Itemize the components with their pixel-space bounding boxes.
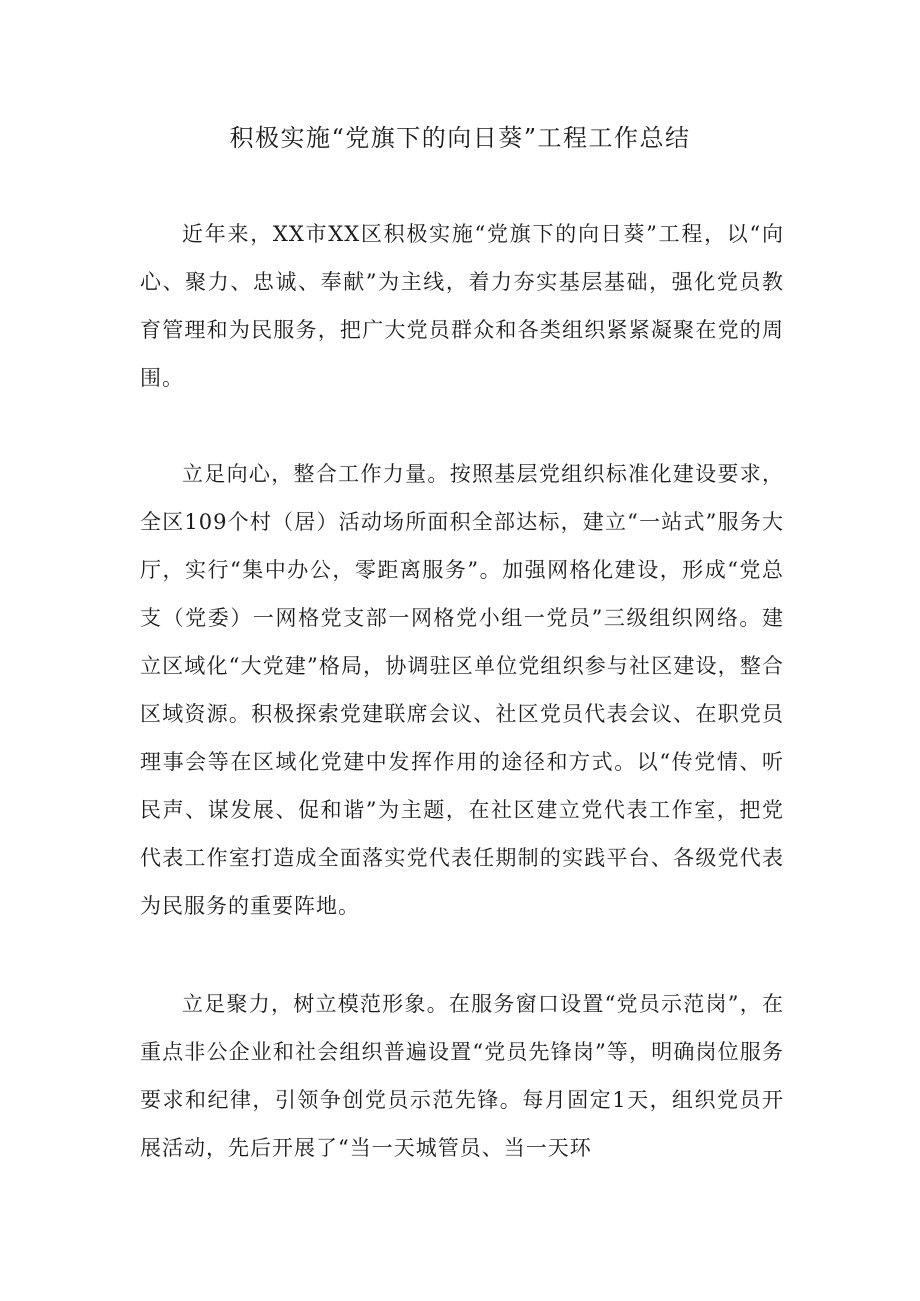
document-title: 积极实施“党旗下的向日葵”工程工作总结 — [229, 124, 691, 152]
paragraph-juli: 立足聚力，树立模范形象。在服务窗口设置“党员示范岗”，在重点非公企业和社会组织普遍设置“党员先锋岗”等，明确岗位服务要求和纪律，引领争创党员示范先锋。每月固定1天，组织党员开展活动，先后开展了“当一天城管员、当一天环 — [140, 992, 784, 1160]
paragraph-xiangxin: 立足向心，整合工作力量。按照基层党组织标准化建设要求，全区109个村（居）活动场所面积全部达标，建立“一站式”服务大厅，实行“集中办公，零距离服务”。加强网格化建设，形成“党总支（党委）一网格党支部一网格党小组一党员”三级组织网络。建立区域化“大党建”格局，协调驻区单位党组织参与社区建设，整合区域资源。积极探索党建联席会议、社区党员代表会议、在职党员理事会等在区域化党建中发挥作用的途径和方式。以“传党情、听民声、谋发展、促和谐”为主题，在社区建立党代表工作室，把党代表工作室打造成全面落实党代表任期制的实践平台、各级党代表为民服务的重要阵地。 — [140, 462, 784, 918]
paragraph-intro: 近年来，XX市XX区积极实施“党旗下的向日葵”工程，以“向心、聚力、忠诚、奉献”为主线，着力夯实基层基础，强化党员教育管理和为民服务，把广大党员群众和各类组织紧紧凝聚在党的周围。 — [140, 222, 784, 390]
